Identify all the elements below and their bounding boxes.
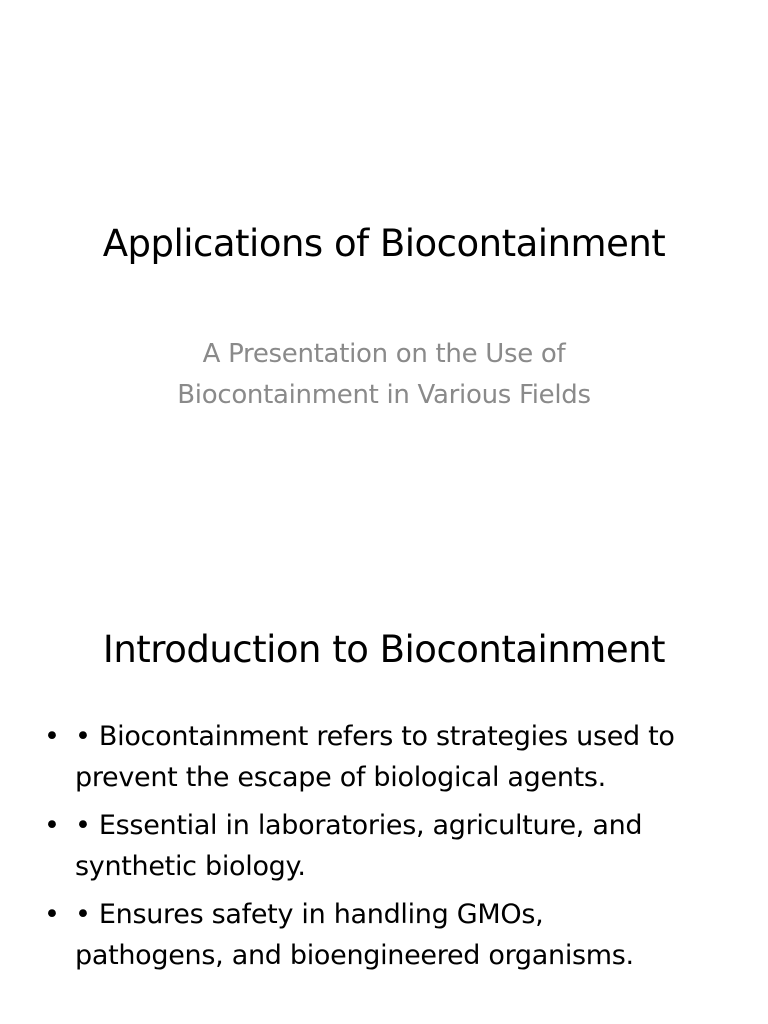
bullet-marker-icon: • [44,721,60,752]
bullet-item [0,894,768,976]
bullet-item [0,716,768,798]
slide-title: Applications of Biocontainment [102,222,666,265]
slide-title: Introduction to Biocontainment [102,628,666,671]
slide-2 [0,576,768,1024]
bullet-text-line: • Biocontainment refers to strategies used to [75,721,675,752]
subtitle-line: A Presentation on the Use of [202,339,566,369]
bullet-text-line: pathogens, and bioengineered organisms. [75,940,634,971]
bullet-text-line: synthetic biology. [75,851,306,882]
bullet-item [0,805,768,887]
bullet-text-line: • Ensures safety in handling GMOs, [75,899,544,930]
bullet-text-line: • Essential in laboratories, agriculture, and [75,810,643,841]
bullet-list [0,716,768,983]
subtitle-line: Biocontainment in Various Fields [177,380,591,410]
bullet-marker-icon: • [44,810,60,841]
bullet-text-line: prevent the escape of biological agents. [75,762,606,793]
slide-subtitle [120,334,648,416]
bullet-marker-icon: • [44,899,60,930]
